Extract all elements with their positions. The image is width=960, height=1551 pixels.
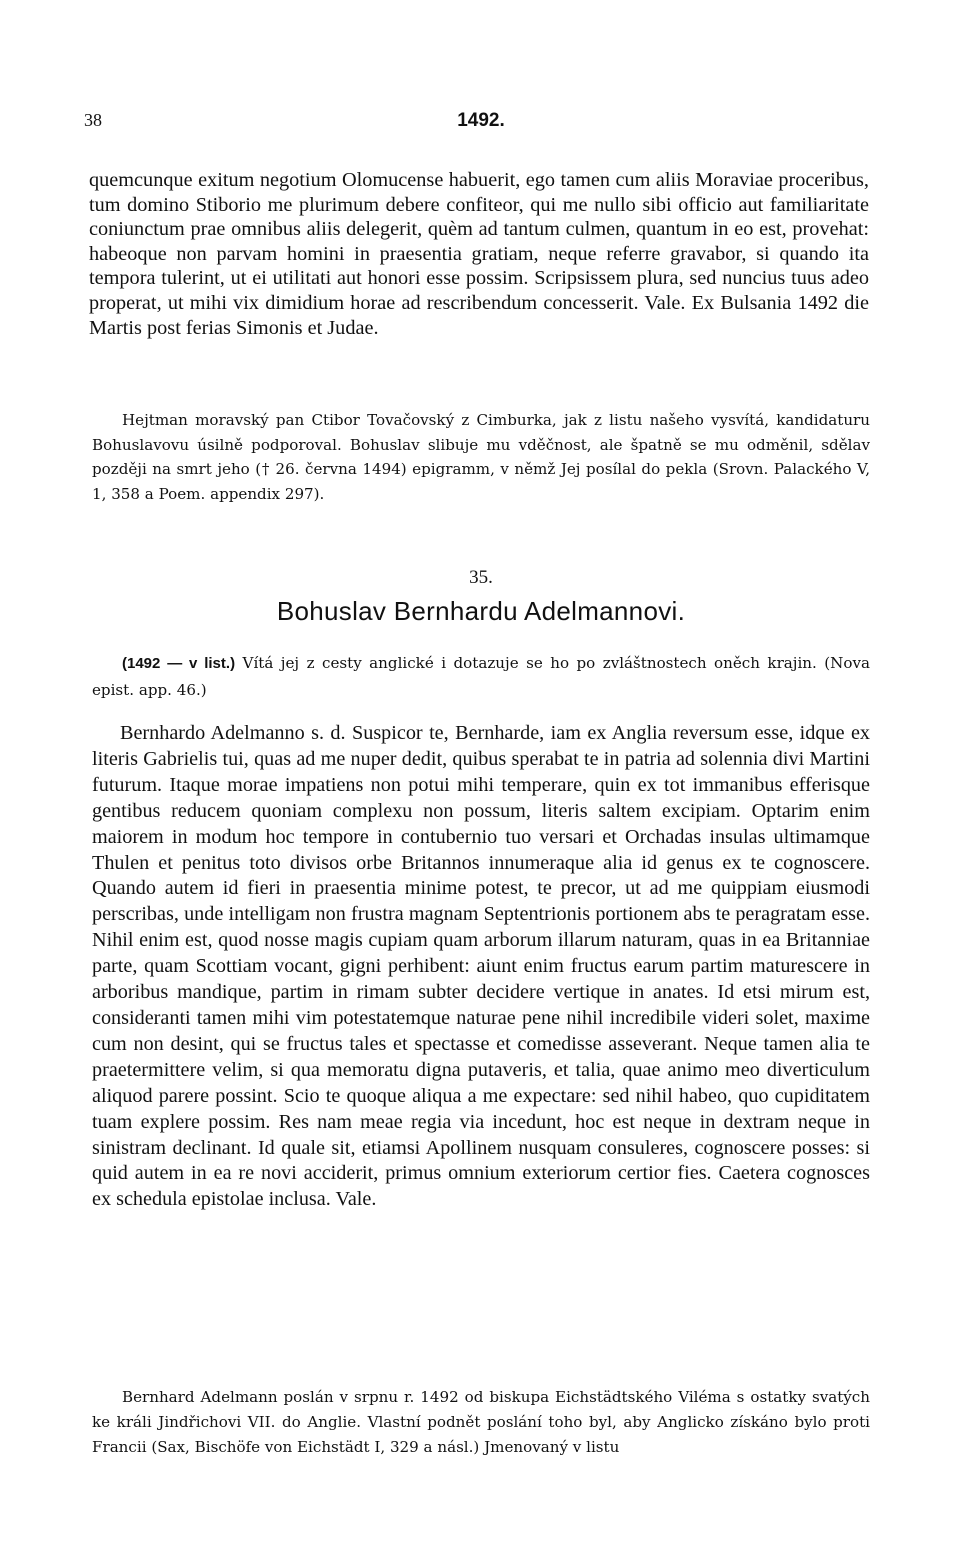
previous-letter-text: quemcunque exitum negotium Olomucense habuerit, ego tamen cum aliis Moraviae proceribus, tum domino Stiborio me plurimum debere confiteor, qui me nullo sibi officio aut familiaritate coniunctum prae omnibus aliis delegerit, quèm ad tantum culmen, quantum in eo est, provehat: habeoque non parvam homini in praesentia gratiam, neque referre gravabor, si quando ita tempora tulerint, ut ei utilitati aut honori esse possim. Scripsissem plura, sed nuncius tuus adeo properat, ut mihi vix dimidium horae ad rescribendum concesserit. Vale. Ex Bulsania 1492 die Martis post ferias Simonis et Judae. [89, 169, 869, 339]
letter-title: Bohuslav Bernhardu Adelmannovi. [276, 596, 686, 626]
letter-number: 35. [469, 567, 493, 588]
letter-date-head: (1492 — v list.) [122, 655, 236, 672]
book-page [84, 0, 870, 1551]
running-head-year: 1492. [457, 110, 505, 131]
editorial-note-previous-letter: Hejtman moravský pan Ctibor Tovačovský z Cimburka, jak z listu našeho vysvítá, kandidaturu Bohuslavovu úsilně podporoval. Bohuslav slibuje mu vděčnost, ale špatně se mu odměnil, sdělav později na smrt jeho († 26. června 1494) epigramm, v němž Jej posílal do pekla (Srovn. Palackého V, 1, 358 a Poem. appendix 297). [92, 411, 870, 503]
page-number: 38 [84, 110, 102, 130]
letter-summary [92, 650, 870, 703]
editorial-note-letter: Bernhard Adelmann poslán v srpnu r. 1492 od biskupa Eichstädtského Viléma s ostatky svatých ke králi Jindřichovi VII. do Anglie. Vlastní podnět poslání toho byl, aby Anglicko získáno bylo proti Francii (Sax, Bischöfe von Eichstädt I, 329 a násl.) Jmenovaný v listu [92, 1388, 870, 1456]
running-head [84, 110, 870, 134]
letter-body: Bernhardo Adelmanno s. d. Suspicor te, Bernharde, iam ex Anglia reversum esse, idque ex literis Gabrielis tui, quas ad me nuper dedit, quibus sperabat te in patria ad solennia divi Martini futurum. Itaque morae impatiens non potui mihi temperare, quin ex tot immanibus efferisque gentibus reducem quoniam complexu non possum, literis saltem excipiam. Optarim enim maiorem in modum hoc tempore in contubernio tuo versari et Orchadas insulas ultimamque Thulen et penitus toto divisos orbe Britannos innumeraque alia id genus ex te cognoscere. Quando autem id fieri in praesentia minime potest, te precor, ut ad me quippiam eiusmodi perscribas, unde intelligam non frustra magnam Septentrionis portionem abs te peragratam esse. Nihil enim est, quod nosse magis cupiam quam arborum illarum naturam, quas in ea Britanniae parte, quam Scottiam vocant, gigni perhibent: aiunt enim fructus earum partim maturescere in arboribus mandique, partim in rimam subter decidere vertique in anates. Id etsi mirum est, consideranti tamen mihi vim potestatemque naturae pene nihil incredibile videri solet, maxime cum non desint, qui se fructus tales et spectasse et comedisse asseverant. Neque tamen alia te praetermittere velim, si qua memoratu digna putaveris, et talia, quae animo meo diverticulum aliquod parere possint. Scio te quoque aliqua a me expectare: sed nihil habeo, quo cupiditatem tuam explere possim. Res nam meae regia via incedunt, hoc est neque in dextram neque in sinistram declinant. Id quale sit, etiamsi Apollinem nusquam consuleres, cognoscere posses: si quid autem in ea re novi acciderit, primus omnium exteriorum certior fies. Caetera cognosces ex schedula epistolae inclusa. Vale. [92, 722, 870, 1211]
letter-summary-text: Vítá jej z cesty anglické i dotazuje se ho po zvláštnostech oněch krajin. (Nova epist. app. 46.) [92, 654, 870, 699]
